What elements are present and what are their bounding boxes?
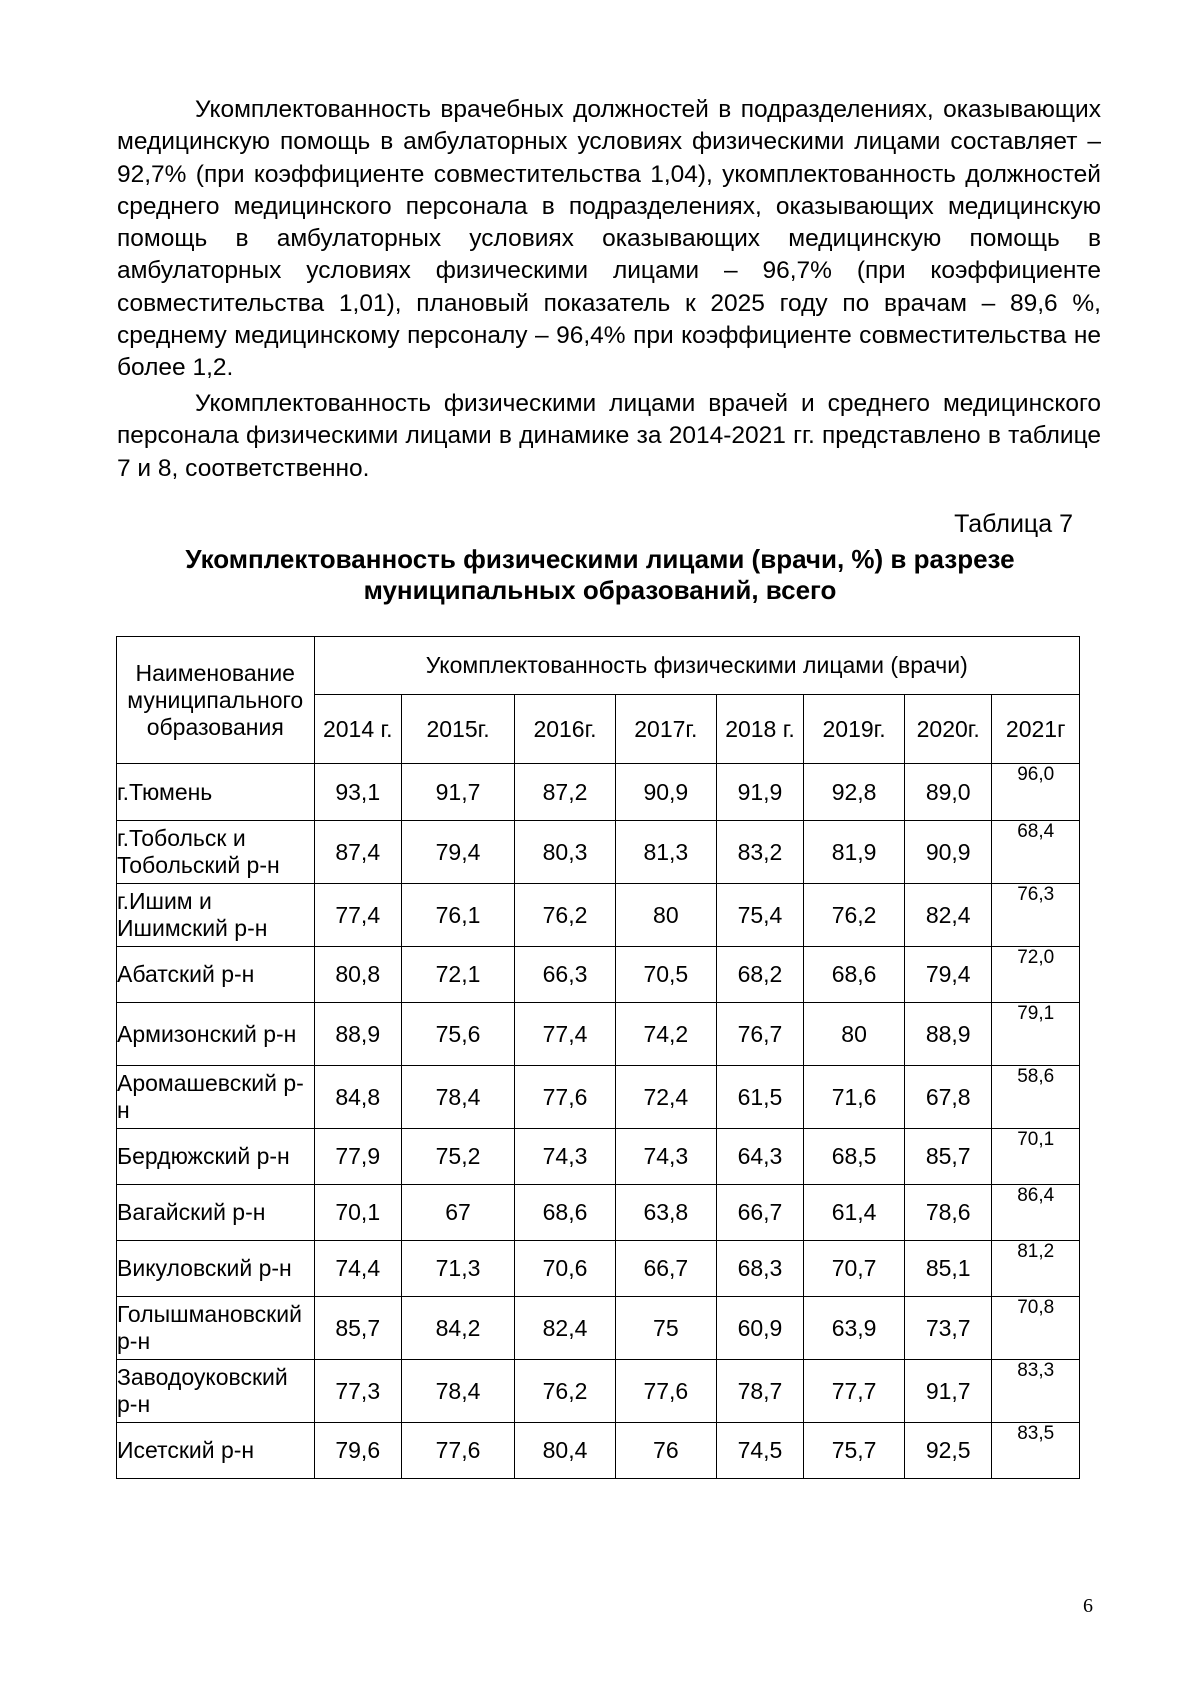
- year-column-header: 2021г: [992, 695, 1080, 764]
- value-cell: 84,8: [314, 1066, 401, 1129]
- value-cell: 71,6: [804, 1066, 905, 1129]
- value-cell: 77,4: [314, 884, 401, 947]
- value-cell: 81,9: [804, 821, 905, 884]
- group-column-header: Укомплектованность физическими лицами (врачи): [314, 637, 1079, 695]
- value-cell: 70,1: [992, 1129, 1080, 1185]
- value-cell: 96,0: [992, 764, 1080, 821]
- municipality-name-cell: Исетский р-н: [117, 1423, 315, 1479]
- municipality-name-cell: Бердюжский р-н: [117, 1129, 315, 1185]
- year-column-header: 2017г.: [615, 695, 716, 764]
- value-cell: 63,8: [615, 1185, 716, 1241]
- value-cell: 85,7: [904, 1129, 991, 1185]
- value-cell: 82,4: [515, 1297, 616, 1360]
- table-row: [117, 1360, 1080, 1423]
- value-cell: 80,3: [515, 821, 616, 884]
- table-row: [117, 821, 1080, 884]
- value-cell: 75,2: [401, 1129, 514, 1185]
- municipality-name-cell: Заводоуковский р-н: [117, 1360, 315, 1423]
- value-cell: 76,7: [716, 1003, 803, 1066]
- paragraph-dynamics-intro: Укомплектованность физическими лицами врачей и среднего медицинского персонала физическими лицами в динамике за 2014-2021 гг. представлено в таблице 7 и 8, соответственно.: [117, 390, 1101, 482]
- value-cell: 77,7: [804, 1360, 905, 1423]
- value-cell: 66,7: [615, 1241, 716, 1297]
- value-cell: 78,4: [401, 1066, 514, 1129]
- value-cell: 74,3: [615, 1129, 716, 1185]
- value-cell: 83,5: [992, 1423, 1080, 1479]
- value-cell: 93,1: [314, 764, 401, 821]
- municipality-name-cell: Викуловский р-н: [117, 1241, 315, 1297]
- table-row: [117, 947, 1080, 1003]
- value-cell: 76,2: [515, 884, 616, 947]
- value-cell: 70,5: [615, 947, 716, 1003]
- value-cell: 81,3: [615, 821, 716, 884]
- year-column-header: 2016г.: [515, 695, 616, 764]
- municipality-name-cell: Аромашевский р-н: [117, 1066, 315, 1129]
- value-cell: 88,9: [314, 1003, 401, 1066]
- value-cell: 91,9: [716, 764, 803, 821]
- value-cell: 68,6: [515, 1185, 616, 1241]
- table-row: [117, 1129, 1080, 1185]
- value-cell: 77,4: [515, 1003, 616, 1066]
- value-cell: 66,3: [515, 947, 616, 1003]
- value-cell: 72,4: [615, 1066, 716, 1129]
- value-cell: 73,7: [904, 1297, 991, 1360]
- value-cell: 72,1: [401, 947, 514, 1003]
- table-title: Укомплектованность физическими лицами (врачи, %) в разрезе муниципальных образований, всего: [185, 544, 1015, 605]
- table-row: [117, 1297, 1080, 1360]
- value-cell: 80,8: [314, 947, 401, 1003]
- value-cell: 77,3: [314, 1360, 401, 1423]
- value-cell: 90,9: [615, 764, 716, 821]
- value-cell: 76,3: [992, 884, 1080, 947]
- value-cell: 60,9: [716, 1297, 803, 1360]
- value-cell: 74,4: [314, 1241, 401, 1297]
- year-column-header: 2020г.: [904, 695, 991, 764]
- table-row: [117, 1241, 1080, 1297]
- value-cell: 68,4: [992, 821, 1080, 884]
- table-row: [117, 1003, 1080, 1066]
- value-cell: 74,3: [515, 1129, 616, 1185]
- table-row: [117, 884, 1080, 947]
- value-cell: 70,7: [804, 1241, 905, 1297]
- table-row: [117, 1423, 1080, 1479]
- year-column-header: 2014 г.: [314, 695, 401, 764]
- value-cell: 85,7: [314, 1297, 401, 1360]
- value-cell: 79,4: [401, 821, 514, 884]
- table-row: [117, 1066, 1080, 1129]
- value-cell: 68,3: [716, 1241, 803, 1297]
- value-cell: 87,2: [515, 764, 616, 821]
- municipality-name-cell: г.Тобольск и Тобольский р-н: [117, 821, 315, 884]
- value-cell: 78,7: [716, 1360, 803, 1423]
- value-cell: 79,1: [992, 1003, 1080, 1066]
- value-cell: 79,6: [314, 1423, 401, 1479]
- value-cell: 61,4: [804, 1185, 905, 1241]
- value-cell: 92,8: [804, 764, 905, 821]
- value-cell: 80: [804, 1003, 905, 1066]
- year-column-header: 2015г.: [401, 695, 514, 764]
- municipality-name-cell: Армизонский р-н: [117, 1003, 315, 1066]
- value-cell: 67,8: [904, 1066, 991, 1129]
- value-cell: 75,6: [401, 1003, 514, 1066]
- value-cell: 81,2: [992, 1241, 1080, 1297]
- year-column-header: 2019г.: [804, 695, 905, 764]
- page-number: 6: [1083, 1595, 1093, 1617]
- value-cell: 75,7: [804, 1423, 905, 1479]
- paragraph-staffing-summary: Укомплектованность врачебных должностей в подразделениях, оказывающих медицинскую помощь в амбулаторных условиях физическими лицами составляет –92,7% (при коэффициенте совместительства 1,04), укомплектованность должностей среднего медицинского персонала в подразделениях, оказывающих медицинскую помощь в амбулаторных условиях оказывающих медицинскую помощь в амбулаторных условиях физическими лицами – 96,7% (при коэффициенте совместительства 1,01), плановый показатель к 2025 году по врачам – 89,6 %, среднему медицинскому персоналу – 96,4% при коэффициенте совместительства не более 1,2.: [117, 96, 1101, 382]
- value-cell: 82,4: [904, 884, 991, 947]
- value-cell: 77,6: [515, 1066, 616, 1129]
- staffing-table: [116, 636, 1080, 1479]
- value-cell: 77,9: [314, 1129, 401, 1185]
- value-cell: 83,2: [716, 821, 803, 884]
- value-cell: 77,6: [615, 1360, 716, 1423]
- value-cell: 61,5: [716, 1066, 803, 1129]
- value-cell: 78,4: [401, 1360, 514, 1423]
- value-cell: 68,6: [804, 947, 905, 1003]
- value-cell: 87,4: [314, 821, 401, 884]
- value-cell: 68,2: [716, 947, 803, 1003]
- value-cell: 76,2: [804, 884, 905, 947]
- name-column-header: Наименование муниципального образования: [117, 637, 315, 764]
- value-cell: 64,3: [716, 1129, 803, 1185]
- value-cell: 70,1: [314, 1185, 401, 1241]
- value-cell: 77,6: [401, 1423, 514, 1479]
- value-cell: 74,2: [615, 1003, 716, 1066]
- value-cell: 78,6: [904, 1185, 991, 1241]
- table-row: [117, 1185, 1080, 1241]
- value-cell: 89,0: [904, 764, 991, 821]
- value-cell: 92,5: [904, 1423, 991, 1479]
- value-cell: 70,6: [515, 1241, 616, 1297]
- value-cell: 75: [615, 1297, 716, 1360]
- value-cell: 74,5: [716, 1423, 803, 1479]
- value-cell: 63,9: [804, 1297, 905, 1360]
- table-label: Таблица 7: [954, 510, 1073, 538]
- value-cell: 79,4: [904, 947, 991, 1003]
- municipality-name-cell: Вагайский р-н: [117, 1185, 315, 1241]
- value-cell: 85,1: [904, 1241, 991, 1297]
- value-cell: 76,1: [401, 884, 514, 947]
- value-cell: 84,2: [401, 1297, 514, 1360]
- value-cell: 90,9: [904, 821, 991, 884]
- value-cell: 76: [615, 1423, 716, 1479]
- value-cell: 68,5: [804, 1129, 905, 1185]
- value-cell: 80,4: [515, 1423, 616, 1479]
- value-cell: 66,7: [716, 1185, 803, 1241]
- value-cell: 91,7: [904, 1360, 991, 1423]
- value-cell: 76,2: [515, 1360, 616, 1423]
- municipality-name-cell: Голышмановский р-н: [117, 1297, 315, 1360]
- municipality-name-cell: г.Ишим и Ишимский р-н: [117, 884, 315, 947]
- table-row: [117, 764, 1080, 821]
- value-cell: 72,0: [992, 947, 1080, 1003]
- value-cell: 91,7: [401, 764, 514, 821]
- value-cell: 75,4: [716, 884, 803, 947]
- municipality-name-cell: г.Тюмень: [117, 764, 315, 821]
- value-cell: 67: [401, 1185, 514, 1241]
- year-column-header: 2018 г.: [716, 695, 803, 764]
- value-cell: 58,6: [992, 1066, 1080, 1129]
- value-cell: 80: [615, 884, 716, 947]
- value-cell: 70,8: [992, 1297, 1080, 1360]
- municipality-name-cell: Абатский р-н: [117, 947, 315, 1003]
- value-cell: 83,3: [992, 1360, 1080, 1423]
- value-cell: 88,9: [904, 1003, 991, 1066]
- value-cell: 86,4: [992, 1185, 1080, 1241]
- value-cell: 71,3: [401, 1241, 514, 1297]
